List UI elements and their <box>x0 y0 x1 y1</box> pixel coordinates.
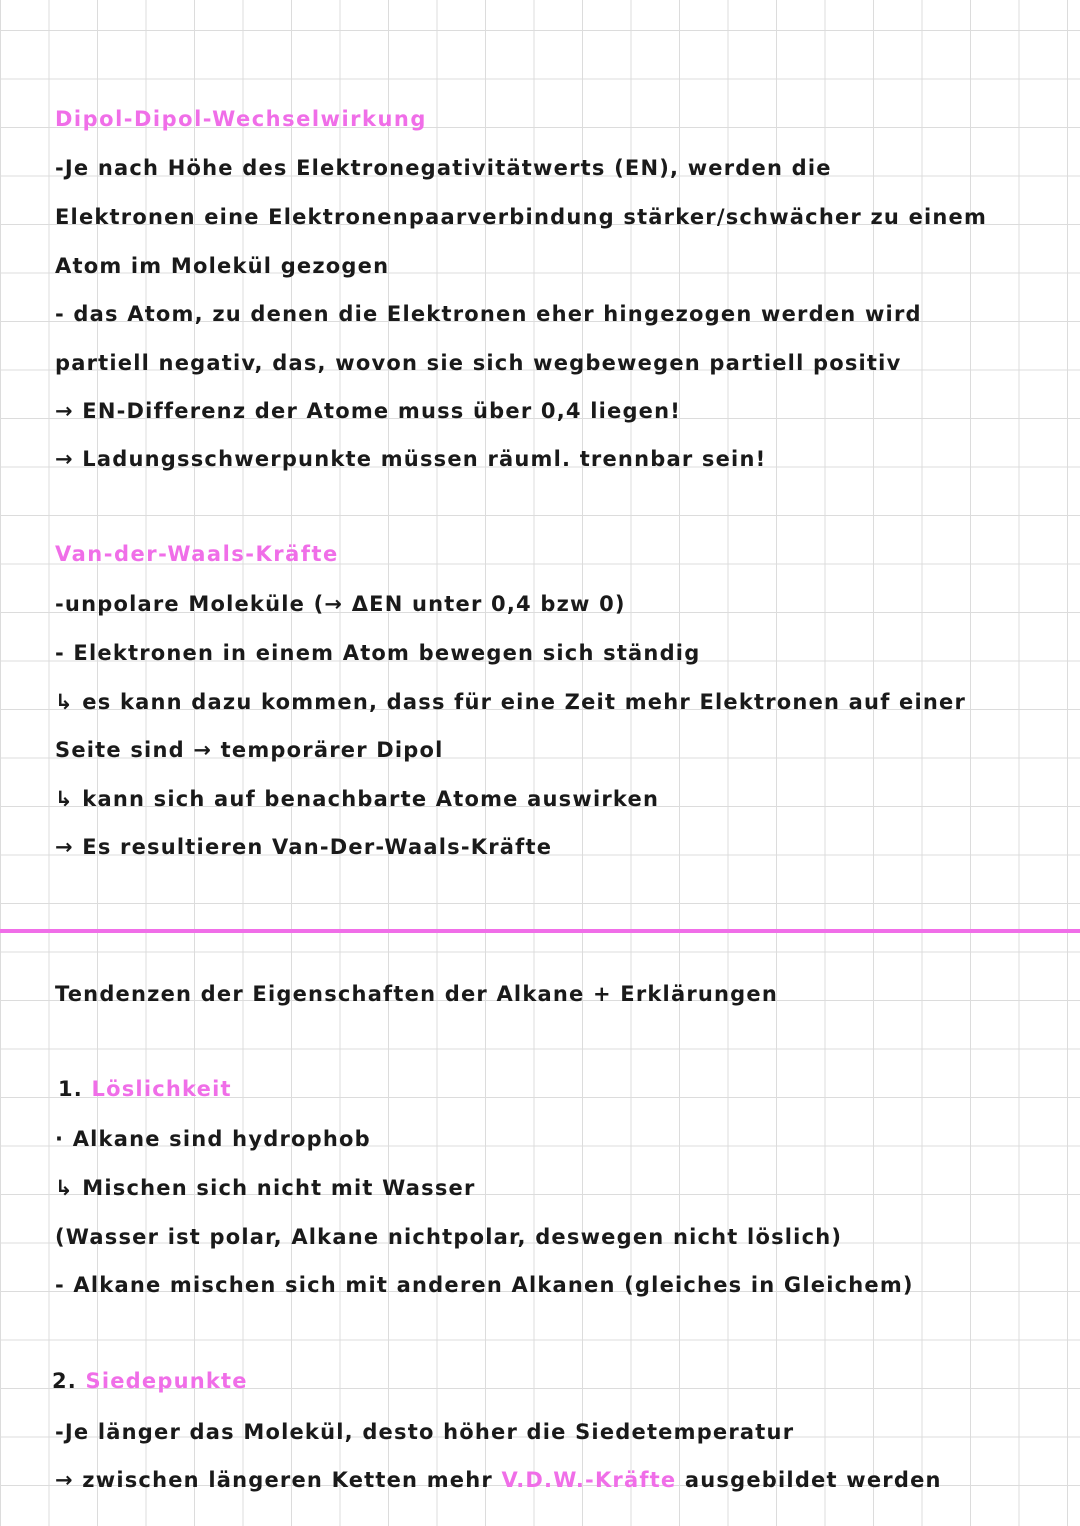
subheading-siedepunkte <box>52 1366 248 1396</box>
text-line: partiell negativ, das, wovon sie sich wegbewegen partiell positiv <box>55 351 902 375</box>
text-line: · Alkane sind hydrophob <box>55 1127 371 1151</box>
text-line: - Alkane mischen sich mit anderen Alkanen (gleiches in Gleichem) <box>55 1273 914 1297</box>
text-segment: ausgebildet werden <box>684 1468 942 1492</box>
text-line: -unpolare Moleküle (→ ΔEN unter 0,4 bzw 0) <box>55 592 626 616</box>
text-line: → Es resultieren Van-Der-Waals-Kräfte <box>55 835 553 859</box>
text-line: -Je länger das Molekül, desto höher die Siedetemperatur <box>55 1420 795 1444</box>
text-line: ↳ es kann dazu kommen, dass für eine Zeit mehr Elektronen auf einer <box>55 690 967 714</box>
subheading-title: Siedepunkte <box>85 1369 248 1393</box>
heading-tendenzen: Tendenzen der Eigenschaften der Alkane + Erklärungen <box>55 982 778 1006</box>
text-line: → Ladungsschwerpunkte müssen räuml. trennbar sein! <box>55 447 767 471</box>
text-line: → EN-Differenz der Atome muss über 0,4 liegen! <box>55 399 682 423</box>
subheading-loeslichkeit <box>58 1074 232 1104</box>
highlight-vdw: V.D.W.-Kräfte <box>501 1468 677 1492</box>
text-line: -Je nach Höhe des Elektronegativitätwerts (EN), werden die <box>55 156 832 180</box>
text-line: Seite sind → temporärer Dipol <box>55 738 444 762</box>
heading-dipol-dipol: Dipol-Dipol-Wechselwirkung <box>55 107 427 131</box>
section-divider <box>0 929 1080 933</box>
subheading-number: 1. <box>58 1077 83 1101</box>
text-line: ↳ kann sich auf benachbarte Atome auswirken <box>55 787 660 811</box>
text-line: Atom im Molekül gezogen <box>55 254 390 278</box>
text-line: - das Atom, zu denen die Elektronen eher hingezogen werden wird <box>55 302 922 326</box>
text-line: ↳ Mischen sich nicht mit Wasser <box>55 1176 476 1200</box>
text-segment: → zwischen längeren Ketten mehr <box>55 1468 493 1492</box>
subheading-title: Löslichkeit <box>91 1077 232 1101</box>
text-line: (Wasser ist polar, Alkane nichtpolar, deswegen nicht löslich) <box>55 1225 843 1249</box>
heading-van-der-waals: Van-der-Waals-Kräfte <box>55 542 339 566</box>
text-line-mixed <box>55 1465 942 1495</box>
text-line: Elektronen eine Elektronenpaarverbindung stärker/schwächer zu einem <box>55 205 988 229</box>
subheading-number: 2. <box>52 1369 77 1393</box>
text-line: - Elektronen in einem Atom bewegen sich ständig <box>55 641 701 665</box>
